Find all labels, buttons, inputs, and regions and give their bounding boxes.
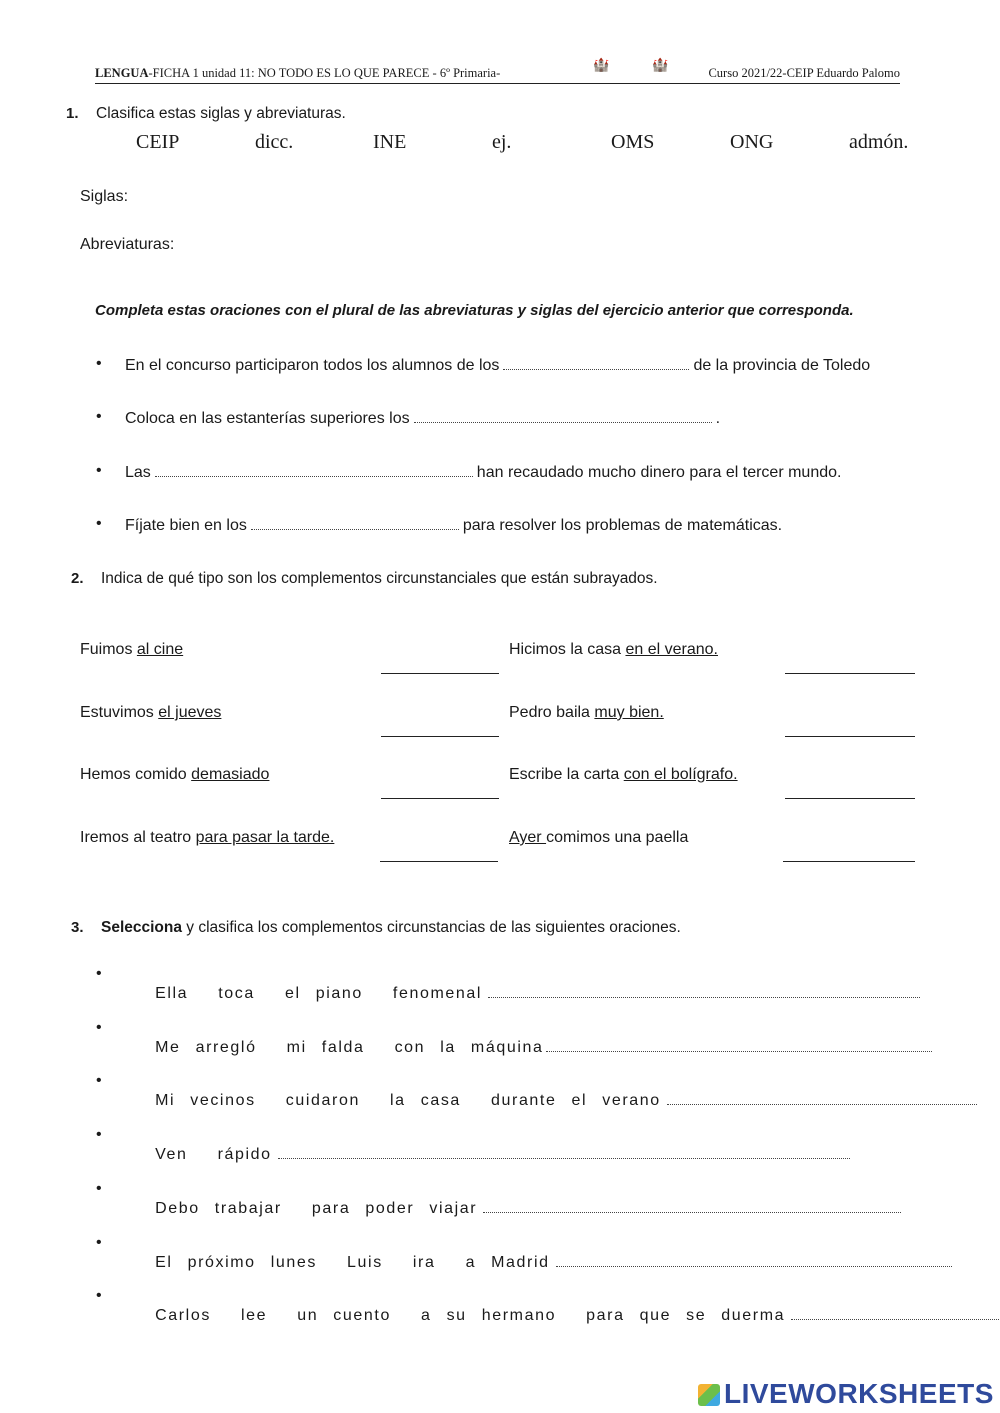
- answer-blank-1[interactable]: [503, 356, 689, 370]
- castle-icon: 🏰 🏰: [593, 57, 689, 72]
- ex1-instruction: Clasifica estas siglas y abreviaturas.: [96, 105, 346, 122]
- complete-sentence-2: • Coloca en las estanterías superiores los .: [96, 408, 721, 427]
- ex1-number: 1.: [66, 105, 79, 122]
- bullet-icon: •: [96, 1126, 104, 1143]
- ex2-instruction: Indica de qué tipo son los complementos circunstanciales que están subrayados.: [101, 570, 658, 587]
- select-sentence-6: • El próximo lunes Luis ira a Madrid: [125, 1235, 956, 1272]
- ex2-number: 2.: [71, 570, 84, 587]
- header-course: Curso 2021/22-CEIP Eduardo Palomo: [708, 66, 900, 80]
- term-ej: ej.: [492, 131, 512, 153]
- abreviaturas-label: Abreviaturas:: [80, 236, 175, 253]
- classify-blank-2[interactable]: [546, 1038, 932, 1052]
- answer-blank-3[interactable]: [155, 463, 473, 477]
- bullet-icon: •: [96, 515, 102, 532]
- classify-blank-4[interactable]: [278, 1145, 850, 1159]
- classify-blank-5[interactable]: [483, 1199, 901, 1213]
- cc-answer-6[interactable]: [785, 797, 915, 799]
- classify-blank-7[interactable]: [791, 1306, 1000, 1320]
- select-sentence-1: • Ella toca el piano fenomenal: [125, 966, 924, 1003]
- cc-item-5: Hemos comido demasiado: [80, 766, 270, 783]
- liveworksheets-logo: LIVEWORKSHEETS: [698, 1378, 994, 1410]
- cc-answer-1[interactable]: [381, 672, 499, 674]
- select-sentence-2: • Me arregló mi falda con la máquina: [125, 1020, 936, 1057]
- header-title: -FICHA 1 unidad 11: NO TODO ES LO QUE PARECE - 6º Primaria-: [148, 66, 501, 80]
- term-ine: INE: [373, 131, 407, 153]
- liveworksheets-logo-icon: [698, 1384, 720, 1406]
- cc-item-6: Escribe la carta con el bolígrafo.: [509, 766, 738, 783]
- classify-blank-3[interactable]: [667, 1091, 977, 1105]
- ex3-instruction: Selecciona y clasifica los complementos circunstancias de las siguientes oraciones.: [101, 919, 681, 936]
- siglas-label: Siglas:: [80, 188, 129, 205]
- cc-answer-5[interactable]: [381, 797, 499, 799]
- bullet-icon: •: [96, 462, 102, 479]
- term-ceip: CEIP: [136, 131, 180, 153]
- complete-sentence-1: • En el concurso participaron todos los alumnos de los de la provincia de Toledo: [96, 355, 871, 374]
- siglas-input[interactable]: [140, 186, 904, 210]
- bullet-icon: •: [96, 1180, 104, 1197]
- cc-item-2: Hicimos la casa en el verano.: [509, 641, 718, 658]
- cc-answer-4[interactable]: [785, 735, 915, 737]
- select-sentence-5: • Debo trabajar para poder viajar: [125, 1181, 905, 1218]
- select-sentence-7: • Carlos lee un cuento a su hermano para que se duerma: [125, 1288, 1000, 1325]
- cc-item-7: Iremos al teatro para pasar la tarde.: [80, 829, 335, 846]
- term-dicc: dicc.: [255, 131, 294, 153]
- term-oms: OMS: [611, 131, 655, 153]
- cc-answer-3[interactable]: [381, 735, 499, 737]
- cc-item-3: Estuvimos el jueves: [80, 704, 222, 721]
- select-sentence-4: • Ven rápido: [125, 1127, 854, 1164]
- term-admon: admón.: [849, 131, 909, 153]
- cc-answer-2[interactable]: [785, 672, 915, 674]
- cc-answer-7[interactable]: [380, 860, 498, 862]
- bullet-icon: •: [96, 1234, 104, 1251]
- select-sentence-3: • Mi vecinos cuidaron la casa durante el verano: [125, 1073, 981, 1110]
- cc-item-4: Pedro baila muy bien.: [509, 704, 664, 721]
- complete-sentence-3: • Las han recaudado mucho dinero para el tercer mundo.: [96, 462, 842, 481]
- ex3-number: 3.: [71, 919, 84, 936]
- header-subject: LENGUA: [95, 66, 149, 80]
- term-ong: ONG: [730, 131, 774, 153]
- complete-instruction: Completa estas oraciones con el plural de las abreviaturas y siglas del ejercicio anterior que corresponda.: [95, 302, 854, 319]
- classify-blank-6[interactable]: [556, 1253, 952, 1267]
- answer-blank-2[interactable]: [414, 409, 712, 423]
- bullet-icon: •: [96, 965, 104, 982]
- classify-blank-1[interactable]: [488, 984, 920, 998]
- cc-item-1: Fuimos al cine: [80, 641, 184, 658]
- bullet-icon: •: [96, 1072, 104, 1089]
- bullet-icon: •: [96, 1287, 104, 1304]
- bullet-icon: •: [96, 355, 102, 372]
- bullet-icon: •: [96, 1019, 104, 1036]
- cc-item-8: Ayer comimos una paella: [509, 829, 689, 846]
- bullet-icon: •: [96, 408, 102, 425]
- answer-blank-4[interactable]: [251, 516, 459, 530]
- complete-sentence-4: • Fíjate bien en los para resolver los problemas de matemáticas.: [96, 515, 783, 534]
- abreviaturas-input[interactable]: [186, 234, 904, 258]
- page-header: [95, 57, 900, 84]
- cc-answer-8[interactable]: [783, 860, 915, 862]
